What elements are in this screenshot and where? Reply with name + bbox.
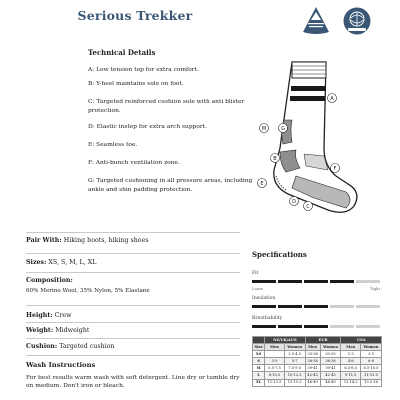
table-cell: 33-35 <box>320 351 341 358</box>
divider <box>26 305 240 306</box>
table-cell: 36-38 <box>320 358 341 365</box>
table-cell: 6-8 <box>360 358 381 365</box>
scale-segment <box>278 305 302 308</box>
size-chart-header-cell: Women <box>320 344 341 351</box>
table-cell: 42-45 <box>320 372 341 379</box>
scale-segment <box>356 305 380 308</box>
fit-scale <box>252 280 380 283</box>
label-e: E <box>260 180 264 187</box>
group-usa: USA <box>341 337 382 344</box>
scale-segment <box>330 305 354 308</box>
divider <box>26 322 240 323</box>
feature-b: B: Y-heel maintains sole on foot. <box>88 81 184 88</box>
group-eur: EUR <box>305 337 341 344</box>
table-row <box>253 365 382 372</box>
scale-segment <box>356 325 380 328</box>
table-cell: 4-6 <box>341 358 360 365</box>
table-cell: M <box>253 365 265 372</box>
feature-a: A: Low tension top for extra comfort. <box>88 67 199 73</box>
scale-segment <box>278 325 302 328</box>
label-c: C <box>306 203 310 210</box>
table-cell: 35-38 <box>305 351 320 358</box>
divider <box>26 338 240 339</box>
table-cell: 12-14.5 <box>341 379 360 386</box>
table-cell: 46-49 <box>320 379 341 386</box>
insulation-scale <box>252 305 380 308</box>
table-cell: 13.5-16 <box>360 379 381 386</box>
size-chart-header-row <box>253 344 382 351</box>
divider <box>26 355 240 356</box>
composition-row: Composition: 60% Merino Wool, 35% Nylon, 5% Elastane <box>26 277 150 294</box>
height-row: Height: Crew <box>26 312 72 319</box>
group-nz: NZ/UK/AUS <box>265 337 305 344</box>
table-cell: 39-41 <box>320 365 341 372</box>
table-cell: 3-5 <box>360 351 381 358</box>
divider <box>26 232 240 233</box>
feature-e: E: Seamless toe. <box>88 142 138 149</box>
table-cell: S <box>253 358 265 365</box>
scale-segment <box>330 280 354 283</box>
table-cell: 7.5-9.5 <box>284 365 305 372</box>
table-cell: 13-15.5 <box>284 379 305 386</box>
divider <box>26 272 240 273</box>
table-cell: 3-5 <box>265 358 284 365</box>
fit-label: Fit <box>252 271 259 276</box>
feature-f: F: Anti-bunch ventilation zone. <box>88 160 180 167</box>
table-cell <box>265 351 284 358</box>
table-cell: 9-11.5 <box>341 372 360 379</box>
table-cell: 39-41 <box>305 365 320 372</box>
scale-segment <box>304 305 328 308</box>
feature-g: G: Targeted cushioning in all pressure areas, including ankle and shin padding protection. <box>88 178 253 193</box>
scale-segment <box>330 325 354 328</box>
feature-list <box>88 66 256 194</box>
scale-segment <box>304 280 328 283</box>
insulation-label: Insulation <box>252 296 276 301</box>
table-cell: 5.5-7.5 <box>265 365 284 372</box>
table-cell: 46-49 <box>305 379 320 386</box>
breathability-scale <box>252 325 380 328</box>
technical-details-heading: Technical Details <box>88 48 156 57</box>
table-cell: 5-7 <box>284 358 305 365</box>
size-chart-header-cell: Men <box>265 344 284 351</box>
scale-segment <box>252 280 276 283</box>
label-b: B <box>273 155 277 162</box>
table-row <box>253 351 382 358</box>
table-cell: 11-13.5 <box>360 372 381 379</box>
size-chart-body <box>253 351 382 386</box>
weight-row: Weight: Midweight <box>26 327 90 334</box>
label-f: F <box>333 165 337 172</box>
table-cell: 8.5-10.5 <box>360 365 381 372</box>
label-g: G <box>281 125 285 132</box>
size-chart-header-cell: Size <box>254 344 263 349</box>
table-cell: 10-12.5 <box>284 372 305 379</box>
scale-segment <box>252 305 276 308</box>
scale-segment <box>304 325 328 328</box>
size-chart-table <box>252 336 382 387</box>
table-cell: 42-45 <box>305 372 320 379</box>
scale-segment <box>278 280 302 283</box>
table-cell: XL <box>253 379 265 386</box>
specifications-heading: Specifications <box>252 250 307 259</box>
nz-logo-icon <box>301 6 331 36</box>
feature-d: D: Elastic instep for extra arch support. <box>88 123 207 130</box>
table-cell: 1-3 <box>341 351 360 358</box>
breathability-label: Breathability <box>252 316 283 321</box>
size-chart-header-cell: Women <box>284 344 305 351</box>
pair-with-row: Pair With: Hiking boots, hiking shoes <box>26 237 149 244</box>
table-cell: 11-13.5 <box>265 379 284 386</box>
table-cell: 2.5-4.5 <box>284 351 305 358</box>
size-chart-group-row <box>253 337 382 344</box>
table-cell: 6.5-8.5 <box>341 365 360 372</box>
merino-logo-icon <box>342 6 372 36</box>
sock-callouts <box>250 58 380 218</box>
wash-instructions-text: For best results warm wash with soft detergent. Line dry or tumble dry on medium. Don't iron or bleach. <box>26 375 240 390</box>
label-d: D <box>292 198 296 205</box>
table-cell: XS <box>253 351 265 358</box>
size-chart-header-cell: Men <box>341 344 360 351</box>
label-m: M <box>261 125 267 132</box>
table-cell: L <box>253 372 265 379</box>
cushion-row: Cushion: Targeted cushion <box>26 343 115 350</box>
fit-scale-ends: Loose Tight <box>252 286 380 291</box>
wash-instructions-heading: Wash Instructions <box>26 361 96 369</box>
product-title: Serious Trekker <box>77 8 193 23</box>
table-row <box>253 358 382 365</box>
size-chart-header-cell: Women <box>360 344 381 351</box>
table-row <box>253 379 382 386</box>
feature-c: C: Targeted reinforced cushion sole with anti blister protection. <box>88 99 245 114</box>
divider <box>26 253 240 254</box>
scale-segment <box>252 325 276 328</box>
scale-segment <box>356 280 380 283</box>
table-row <box>253 372 382 379</box>
table-cell: 8-10.5 <box>265 372 284 379</box>
table-cell: 36-38 <box>305 358 320 365</box>
sizes-row: Sizes: XS, S, M, L, XL <box>26 259 97 266</box>
size-chart-header-cell: Men <box>305 344 320 351</box>
label-a: A <box>330 95 334 102</box>
